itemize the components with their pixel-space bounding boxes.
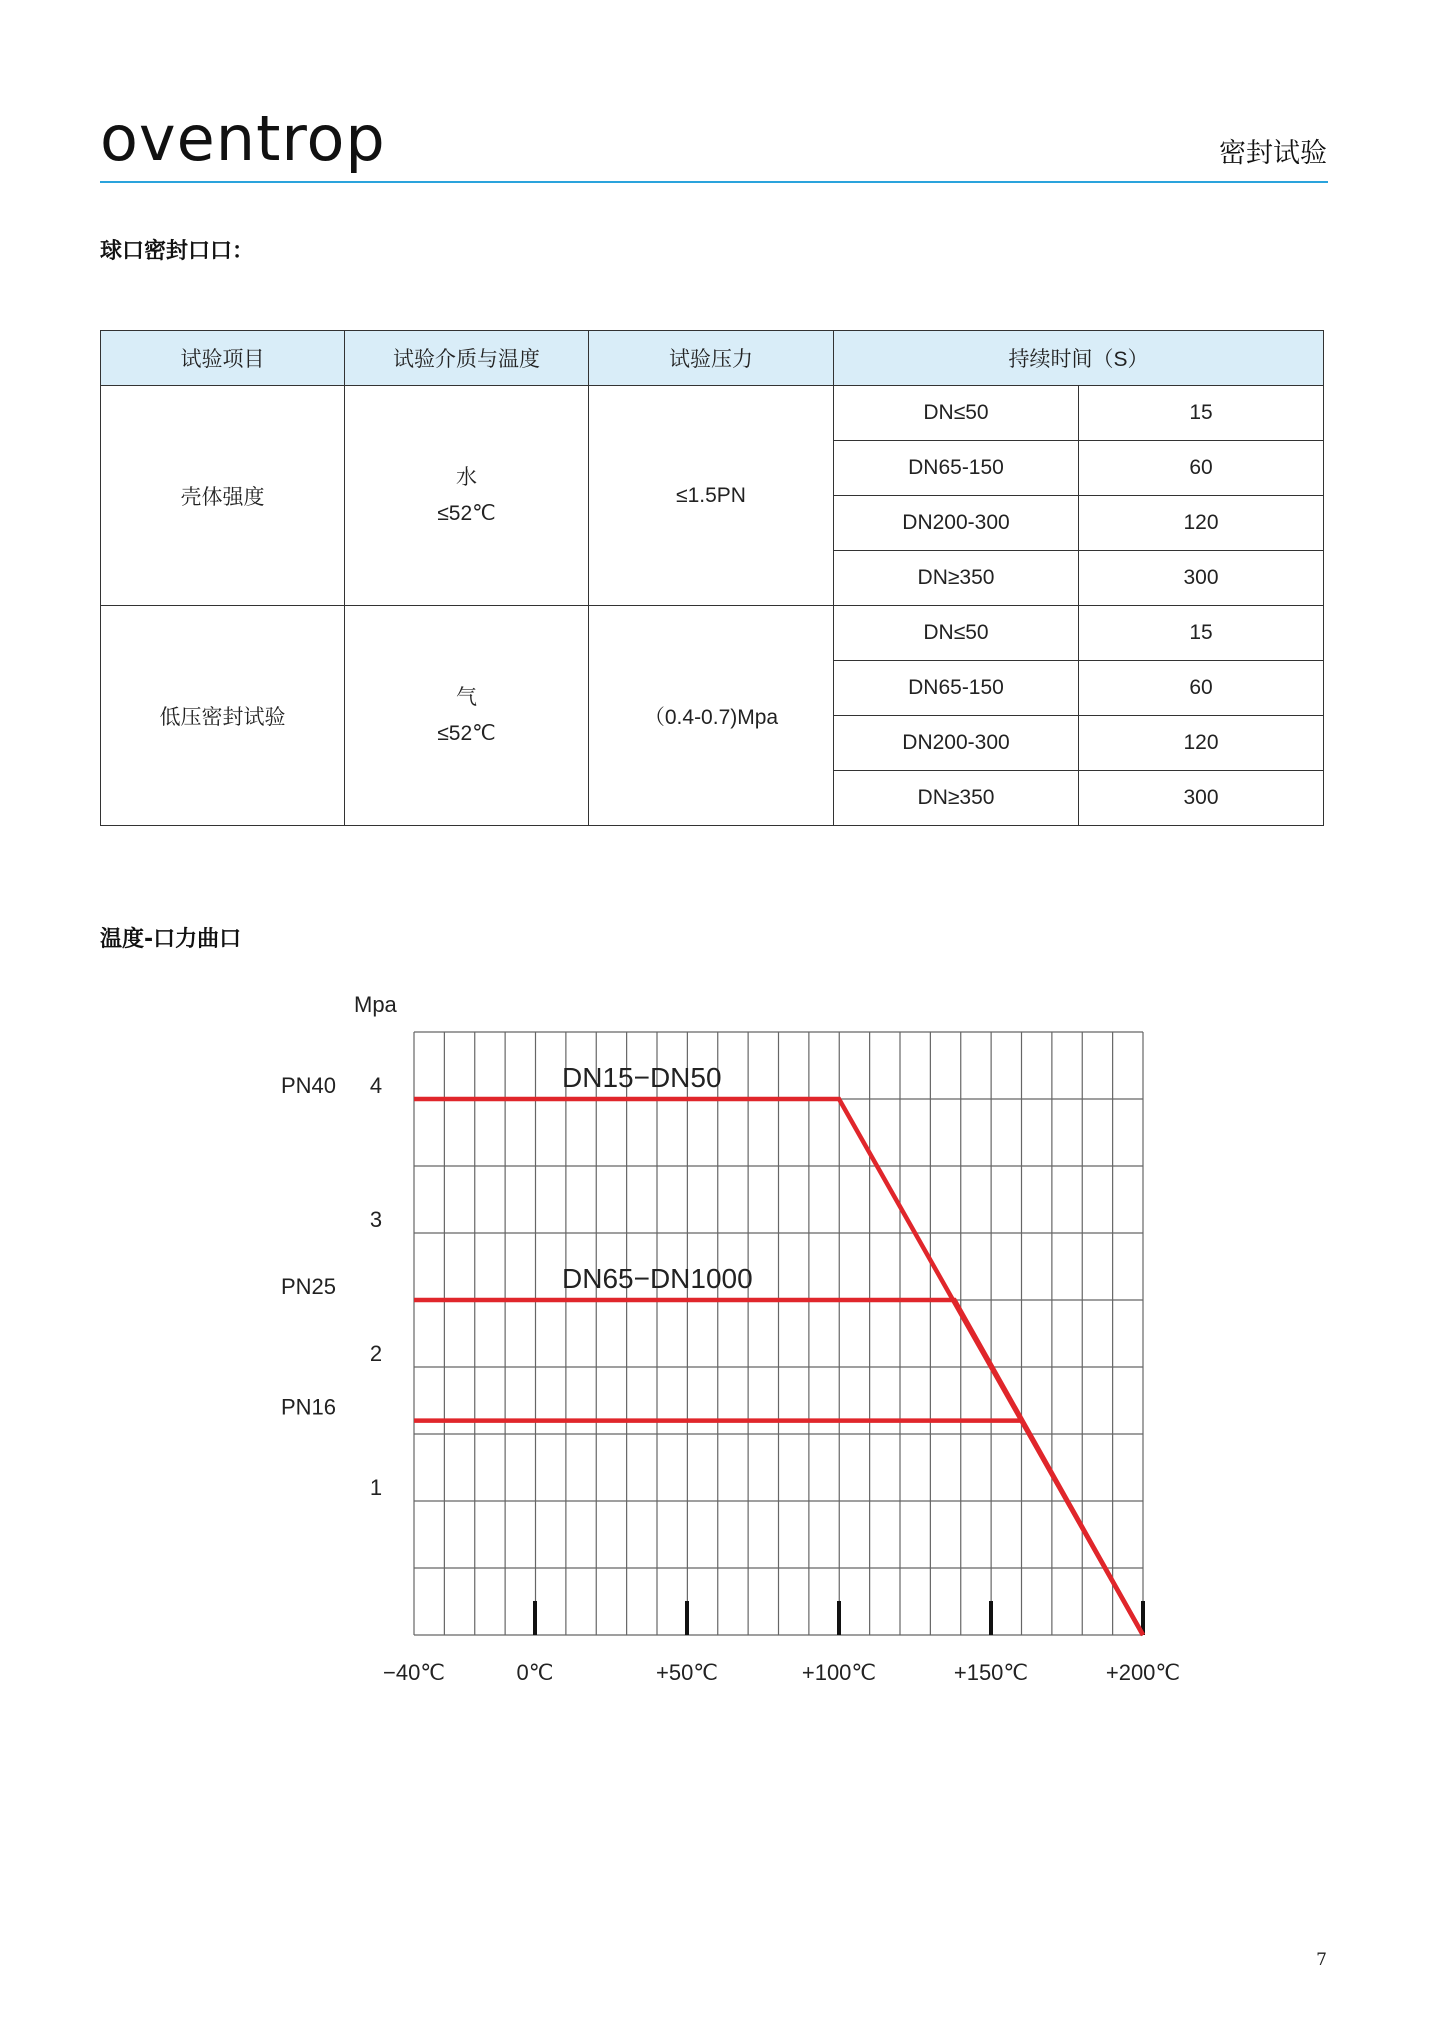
duration-cell: 15 xyxy=(1079,386,1324,441)
x-tick-label: −40℃ xyxy=(382,1660,446,1685)
pn-label: PN40 xyxy=(281,1073,337,1098)
col-header-duration: 持续时间（S） xyxy=(834,331,1324,386)
duration-cell: 60 xyxy=(1079,441,1324,496)
col-header-medium: 试验介质与温度 xyxy=(345,331,589,386)
test-item-cell: 壳体强度 xyxy=(101,386,345,606)
x-tick-label: +50℃ xyxy=(655,1660,719,1685)
duration-cell: 300 xyxy=(1079,771,1324,826)
y-axis-label: Mpa xyxy=(354,992,397,1017)
temperature-label: ≤52℃ xyxy=(437,501,496,525)
size-cell: DN200-300 xyxy=(834,496,1079,551)
pressure-cell: （0.4-0.7)Mpa xyxy=(589,606,834,826)
duration-cell: 15 xyxy=(1079,606,1324,661)
pn-label: PN16 xyxy=(281,1394,337,1420)
medium-label: 气 xyxy=(456,685,477,709)
y-tick-label: 3 xyxy=(369,1207,383,1232)
table-heading: 球口密封口口： xyxy=(100,239,255,264)
x-tick-label: +150℃ xyxy=(953,1660,1029,1685)
x-tick-label: 0℃ xyxy=(516,1660,554,1685)
series-label: DN15−DN50 xyxy=(562,1062,722,1093)
size-cell: DN≥350 xyxy=(834,551,1079,606)
test-item-cell: 低压密封试验 xyxy=(101,606,345,826)
chart-heading: 温度-口力曲口 xyxy=(100,927,242,952)
y-tick-label: 1 xyxy=(369,1475,383,1500)
duration-cell: 120 xyxy=(1079,716,1324,771)
x-tick-label: +100℃ xyxy=(801,1660,877,1685)
pressure-cell: ≤1.5PN xyxy=(589,386,834,606)
medium-label: 水 xyxy=(456,465,477,489)
size-cell: DN65-150 xyxy=(834,441,1079,496)
size-cell: DN≥350 xyxy=(834,771,1079,826)
page-number: 7 xyxy=(1316,1950,1327,1970)
size-cell: DN200-300 xyxy=(834,716,1079,771)
duration-cell: 300 xyxy=(1079,551,1324,606)
series-label: DN65−DN1000 xyxy=(562,1263,753,1294)
size-cell: DN≤50 xyxy=(834,386,1079,441)
temperature-label: ≤52℃ xyxy=(437,721,496,745)
pn-label: PN25 xyxy=(281,1274,337,1299)
y-tick-label: 2 xyxy=(369,1341,383,1366)
brand-logo: oventrop xyxy=(100,102,386,175)
x-tick-label: +200℃ xyxy=(1105,1660,1181,1685)
size-cell: DN≤50 xyxy=(834,606,1079,661)
duration-cell: 60 xyxy=(1079,661,1324,716)
duration-cell: 120 xyxy=(1079,496,1324,551)
size-cell: DN65-150 xyxy=(834,661,1079,716)
col-header-pressure: 试验压力 xyxy=(589,331,834,386)
section-title: 密封试验 xyxy=(1219,138,1327,169)
col-header-item: 试验项目 xyxy=(101,331,345,386)
y-tick-label: 4 xyxy=(369,1073,383,1098)
